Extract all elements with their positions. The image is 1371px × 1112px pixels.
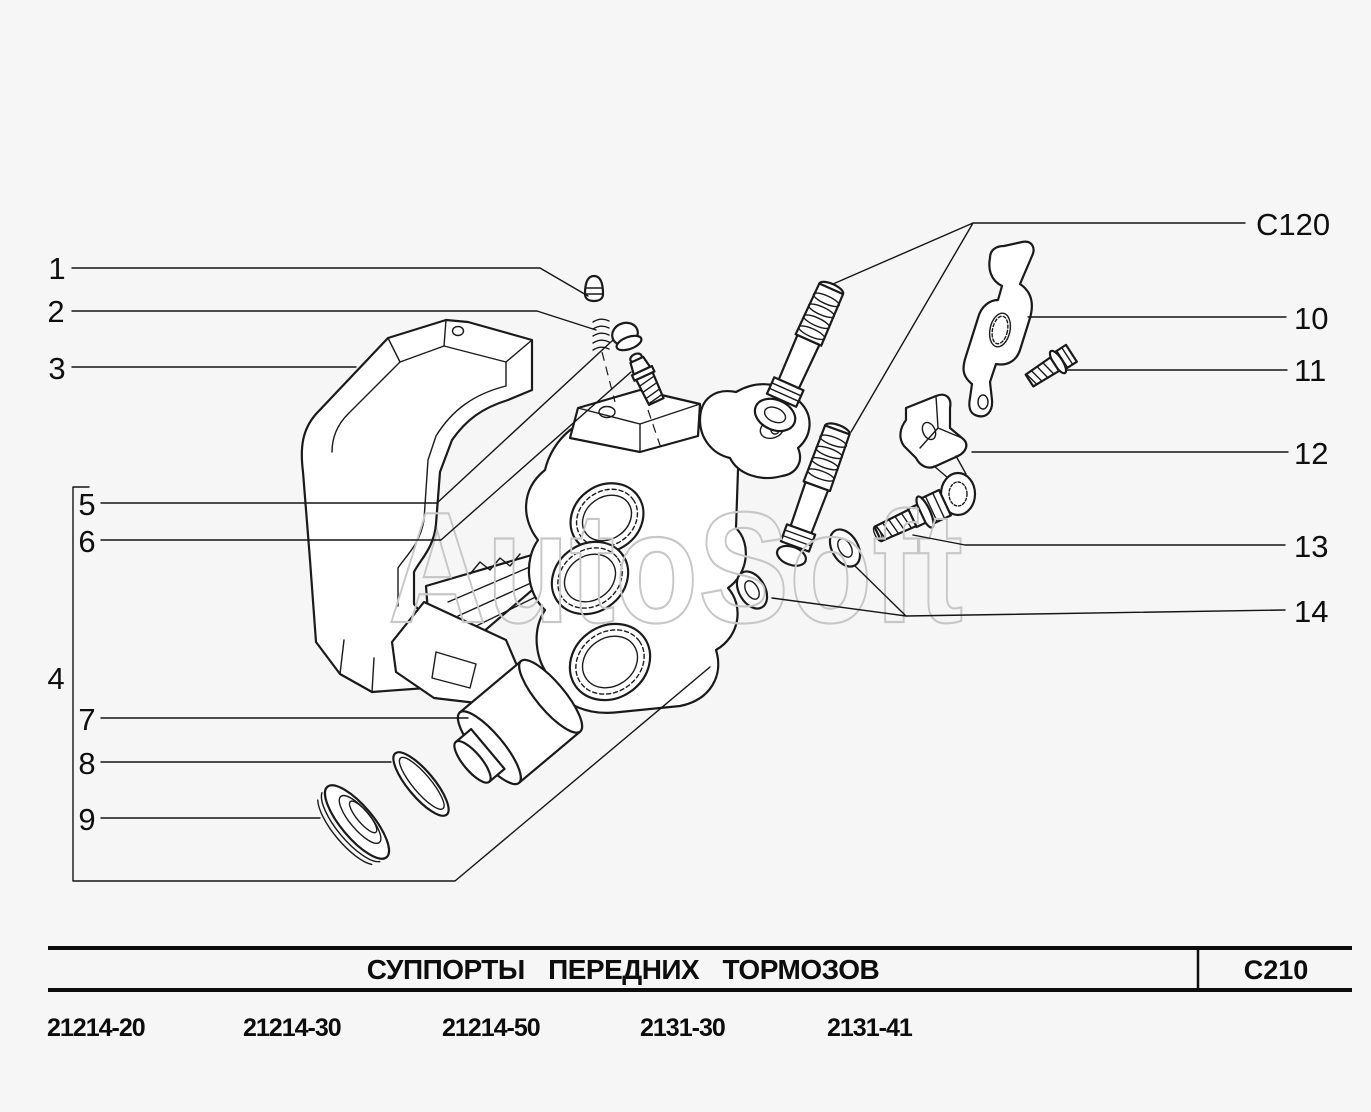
- leader-13: [913, 535, 1285, 545]
- callout-3: 3: [48, 351, 66, 386]
- model-code: 2131-30: [640, 1014, 725, 1042]
- callout-13: 13: [1294, 529, 1329, 564]
- callout-1: 1: [48, 251, 66, 286]
- callout-4: 4: [47, 661, 65, 696]
- callout-labels-right: [1256, 207, 1330, 629]
- callout-11: 11: [1294, 353, 1327, 388]
- section-code: C210: [1243, 955, 1309, 985]
- leader-1: [72, 268, 588, 296]
- model-code: 21214-30: [243, 1014, 341, 1042]
- watermark-text: AutoSoft: [388, 480, 963, 656]
- callout-8: 8: [78, 746, 96, 781]
- callout-10: 10: [1294, 301, 1329, 336]
- piston-seal: [385, 745, 456, 823]
- callout-6: 6: [78, 524, 96, 559]
- footer-table: [47, 946, 1352, 1042]
- callout-5: 5: [78, 487, 96, 522]
- callout-c120: C120: [1256, 207, 1331, 242]
- bracket-bolt-upper: [1022, 342, 1078, 391]
- model-code: 21214-20: [47, 1014, 145, 1042]
- plug: [609, 319, 643, 353]
- callout-12: 12: [1294, 436, 1329, 471]
- diagram-title: СУППОРТЫ ПЕРЕДНИХ ТОРМОЗОВ: [366, 954, 880, 985]
- leader-2: [72, 311, 596, 330]
- model-code: 2131-41: [827, 1014, 912, 1042]
- dust-boot: [308, 776, 399, 873]
- callout-14: 14: [1294, 594, 1329, 629]
- callout-2: 2: [47, 294, 65, 329]
- callout-7: 7: [78, 702, 96, 737]
- leader-c120: [833, 223, 1245, 432]
- hose-bracket-upper: [964, 242, 1034, 417]
- model-code: 21214-50: [442, 1014, 540, 1042]
- bleed-cap: [585, 276, 603, 301]
- callout-labels-left: [47, 251, 95, 837]
- model-codes: [47, 1014, 913, 1042]
- callout-9: 9: [78, 802, 96, 837]
